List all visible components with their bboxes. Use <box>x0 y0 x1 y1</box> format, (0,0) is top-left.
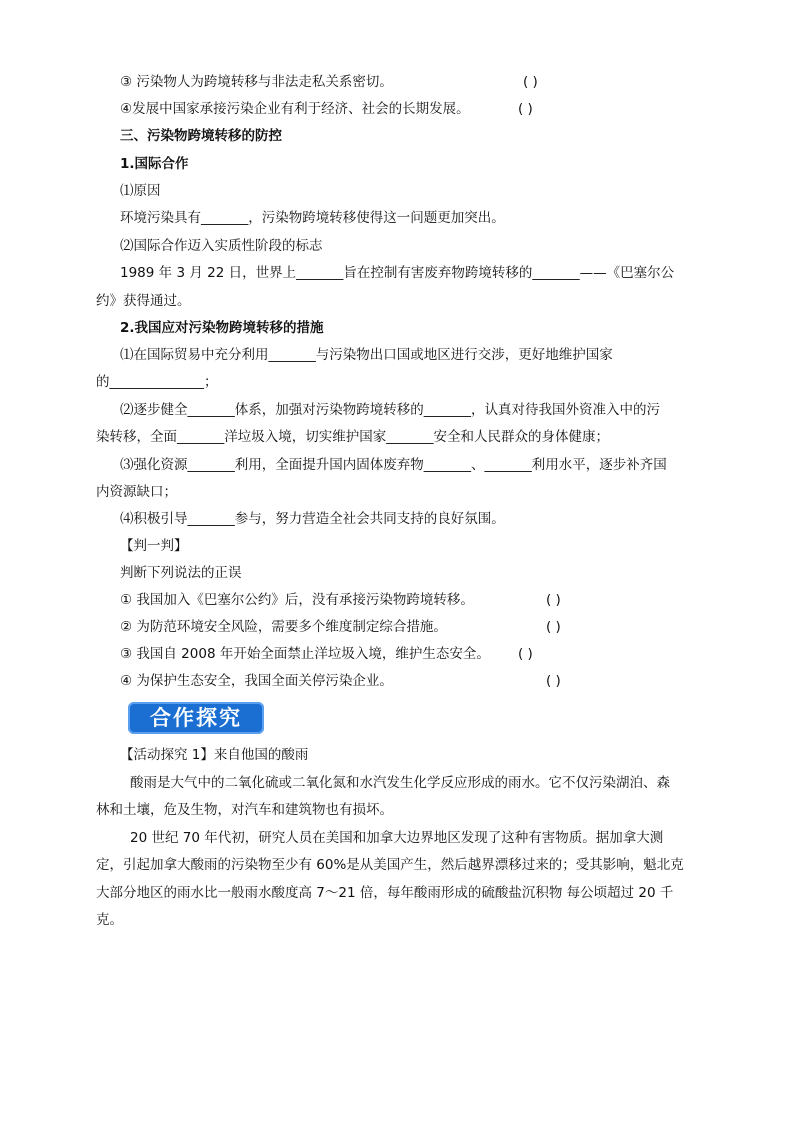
paragraph-line: 林和土壤，危及生物，对汽车和建筑物也有损坏。 <box>96 802 393 818</box>
paragraph-line: 约》获得通过。 <box>96 293 191 309</box>
paragraph-line: 环境污染具有_______，污染物跨境转移使得这一问题更加突出。 <box>120 210 505 226</box>
subheading: 1.国际合作 <box>120 156 189 172</box>
answer-paren[interactable]: ( ) <box>546 619 561 635</box>
activity-heading: 【活动探究 1】来自他国的酸雨 <box>120 747 309 763</box>
paragraph-line: 1989 年 3 月 22 日，世界上_______旨在控制有害废弃物跨境转移的_______——《巴塞尔公 <box>120 265 675 281</box>
judge-item-4: ④发展中国家承接污染企业有利于经济、社会的长期发展。 <box>120 101 470 117</box>
paragraph-line: 内资源缺口； <box>96 484 177 500</box>
judge-item-3: ③ 我国自 2008 年开始全面禁止洋垃圾入境，维护生态安全。 <box>120 646 490 662</box>
paragraph-line: 克。 <box>96 912 123 928</box>
judge-item-1: ① 我国加入《巴塞尔公约》后，没有承接污染物跨境转移。 <box>120 592 474 608</box>
answer-paren[interactable]: ( ) <box>518 101 533 117</box>
answer-paren[interactable]: ( ) <box>518 646 533 662</box>
paragraph-line: 染转移，全面_______洋垃圾入境，切实维护国家_______安全和人民群众的身体健康； <box>96 429 609 445</box>
judge-heading: 【判一判】 <box>120 538 188 554</box>
paragraph-line: ⑵国际合作迈入实质性阶段的标志 <box>120 238 323 254</box>
judge-instruction: 判断下列说法的正误 <box>120 565 242 581</box>
paragraph-line: 定，引起加拿大酸雨的污染物至少有 60%是从美国产生，然后越界漂移过来的；受其影响，魁北克 <box>96 857 684 873</box>
judge-item-4: ④ 为保护生态安全，我国全面关停污染企业。 <box>120 673 393 689</box>
answer-paren[interactable]: ( ) <box>546 673 561 689</box>
subheading: 2.我国应对污染物跨境转移的措施 <box>120 320 324 336</box>
answer-paren[interactable]: ( ) <box>546 592 561 608</box>
paragraph-line: ⑵逐步健全_______体系，加强对污染物跨境转移的_______，认真对待我国外资准入中的污 <box>120 402 660 418</box>
section-heading: 三、污染物跨境转移的防控 <box>120 128 282 144</box>
paragraph-line: 的______________； <box>96 374 218 390</box>
paragraph-line: ⑴在国际贸易中充分利用_______与污染物出口国或地区进行交涉，更好地维护国家 <box>120 347 613 363</box>
paragraph-line: 大部分地区的雨水比一般雨水酸度高 7～21 倍，每年酸雨形成的硫酸盐沉积物 每公顷超过 20 千 <box>96 885 674 901</box>
paragraph-line: ⑶强化资源_______利用，全面提升国内固体废弃物_______、_______利用水平，逐步补齐国 <box>120 457 667 473</box>
answer-paren[interactable]: ( ) <box>523 74 538 90</box>
paragraph-line: 20 世纪 70 年代初，研究人员在美国和加拿大边界地区发现了这种有害物质。据加拿大测 <box>130 830 664 846</box>
paragraph-line: ⑴原因 <box>120 183 161 199</box>
paragraph-line: ⑷积极引导_______参与，努力营造全社会共同支持的良好氛围。 <box>120 511 505 527</box>
paragraph-line: 酸雨是大气中的二氧化硫或二氧化氮和水汽发生化学反应形成的雨水。它不仅污染湖泊、森 <box>130 775 670 791</box>
judge-item-2: ② 为防范环境安全风险，需要多个维度制定综合措施。 <box>120 619 447 635</box>
judge-item-3: ③ 污染物人为跨境转移与非法走私关系密切。 <box>120 74 393 90</box>
cooperation-badge: 合作探究 <box>128 702 264 734</box>
